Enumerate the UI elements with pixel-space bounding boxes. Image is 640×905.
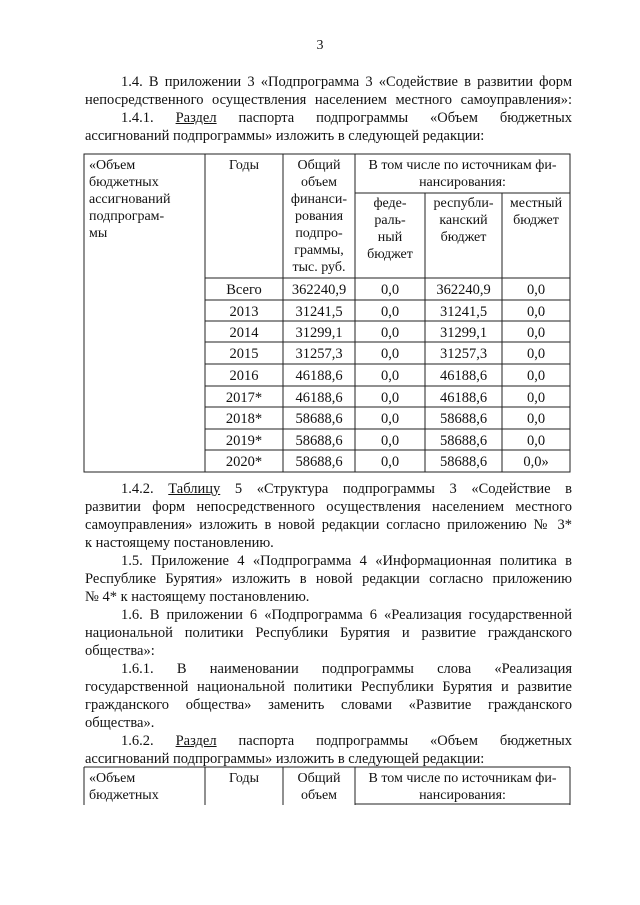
header-line: бюджет — [440, 230, 487, 245]
header-line: подпро- — [295, 226, 343, 241]
label-line: ассигнований — [89, 192, 171, 207]
cell-fed: 0,0 — [380, 411, 400, 427]
cell-year: 2015 — [229, 346, 259, 362]
label-line: подпрограм- — [89, 209, 165, 224]
cell-loc: 0,0 — [526, 368, 546, 384]
para-1-6-2-number: 1.6.2. — [121, 733, 154, 749]
cell-year: 2019* — [225, 432, 263, 449]
cell-year: 2017* — [225, 389, 263, 406]
label-line: «Объем — [89, 771, 136, 786]
para-1-4-1-line-2: ассигнований подпрограммы» изложить в следующей редакции: — [85, 128, 485, 144]
cell-year: 2013 — [229, 303, 259, 320]
cell-year: Всего — [226, 282, 262, 298]
cell-total: 31241,5 — [295, 303, 343, 320]
para-1-5-line-1: 1.5. Приложение 4 «Подпрограмма 4 «Информационная политика в — [121, 553, 572, 569]
para-1-5-line-3: № 4* к настоящему постановлению. — [85, 589, 310, 605]
table-2-header-total — [283, 770, 355, 804]
cell-year: 2014 — [229, 324, 259, 341]
cell-total: 58688,6 — [295, 432, 343, 449]
header-line: тыс. руб. — [292, 260, 346, 275]
table-2-header-sources — [355, 770, 570, 804]
cell-fed: 0,0 — [380, 346, 400, 362]
header-line: республи- — [433, 196, 494, 211]
cell-total: 46188,6 — [295, 368, 343, 384]
para-1-6-1-line-1: 1.6.1. В наименовании подпрограммы слова «Реализация — [121, 661, 572, 677]
cell-rep: 58688,6 — [439, 454, 488, 470]
cell-year: 2016 — [229, 368, 259, 384]
cell-total: 58688,6 — [295, 454, 343, 470]
label-line: мы — [89, 226, 108, 241]
cell-loc: 0,0 — [526, 389, 546, 406]
cell-rep: 31299,1 — [439, 324, 488, 341]
label-line: «Объем — [89, 158, 136, 173]
cell-fed: 0,0 — [380, 368, 400, 384]
cell-year: 2018* — [225, 411, 263, 427]
table-2-label — [89, 770, 201, 804]
cell-loc: 0,0 — [526, 324, 546, 341]
para-1-4-2-line-3: самоуправления» изложить в новой редакции согласно приложению № 3* — [85, 517, 572, 533]
para-1-6-2-line-2: ассигнований подпрограммы» изложить в следующей редакции: — [85, 751, 485, 767]
cell-fed: 0,0 — [380, 282, 400, 298]
header-line: объем — [300, 175, 338, 190]
table-link[interactable]: Таблицу — [168, 481, 221, 497]
cell-rep: 46188,6 — [439, 389, 488, 406]
cell-year: 2020* — [225, 454, 263, 470]
table-2-header-years: Годы — [229, 771, 259, 786]
para-1-4-2-text: 5 «Структура подпрограммы 3 «Содействие в — [234, 481, 572, 497]
header-years: Годы — [229, 158, 259, 173]
cell-loc: 0,0» — [523, 454, 549, 470]
header-line: нансирования: — [419, 175, 506, 190]
para-1-4-2-line-2: развитии форм непосредственного осуществления населением местного — [85, 499, 572, 515]
label-line: бюджетных — [89, 175, 159, 190]
cell-loc: 0,0 — [526, 303, 546, 320]
cell-total: 31257,3 — [295, 346, 343, 362]
section-link[interactable]: Раздел — [175, 110, 217, 126]
cell-loc: 0,0 — [526, 411, 546, 427]
header-line: В том числе по источникам фи- — [368, 158, 557, 173]
cell-total: 362240,9 — [291, 282, 347, 298]
para-1-4-1-number: 1.4.1. — [121, 110, 154, 126]
para-1-4-2-number: 1.4.2. — [121, 481, 154, 497]
cell-rep: 58688,6 — [439, 411, 488, 427]
header-line: Общий — [297, 771, 341, 786]
section-link-2[interactable]: Раздел — [175, 733, 217, 749]
para-1-6-2-text: паспорта подпрограммы «Объем бюджетных — [238, 733, 573, 749]
para-1-4-2-line-4: к настоящему постановлению. — [85, 535, 274, 551]
para-1-6-line-2: национальной политики Республики Бурятия и развитие гражданского — [85, 625, 572, 641]
para-1-6-line-3: общества»: — [85, 643, 155, 659]
para-1-6-1-line-4: общества». — [85, 715, 155, 731]
page-number: 3 — [316, 38, 324, 53]
cell-loc: 0,0 — [526, 432, 546, 449]
para-1-6-line-1: 1.6. В приложении 6 «Подпрограмма 6 «Реализация государственной — [121, 607, 572, 623]
header-line: граммы, — [294, 243, 344, 258]
cell-fed: 0,0 — [380, 389, 400, 406]
para-1-6-1-line-2: государственной национальной политики Республики Бурятия и развитие — [85, 679, 572, 695]
header-line: бюджет — [367, 247, 413, 262]
header-line: В том числе по источникам фи- — [368, 771, 557, 786]
cell-rep: 31257,3 — [439, 346, 488, 362]
header-line: ный — [377, 230, 403, 245]
para-1-4-line-2: непосредственного осуществления населением местного самоуправления»: — [85, 92, 572, 108]
para-1-5-line-2: Республике Бурятия» изложить в новой редакции согласно приложению — [85, 571, 572, 587]
cell-fed: 0,0 — [380, 432, 400, 449]
cell-loc: 0,0 — [526, 282, 546, 298]
cell-fed: 0,0 — [380, 324, 400, 341]
cell-fed: 0,0 — [380, 303, 400, 320]
header-line: местный — [509, 196, 563, 211]
header-line: финанси- — [290, 192, 348, 207]
header-line: раль- — [374, 213, 406, 228]
label-line: бюджетных — [89, 788, 159, 803]
header-line: рования — [294, 209, 344, 224]
cell-rep: 31241,5 — [439, 303, 488, 320]
header-line: нансирования: — [419, 788, 506, 803]
cell-total: 46188,6 — [295, 389, 343, 406]
cell-total: 58688,6 — [295, 411, 343, 427]
cell-fed: 0,0 — [380, 454, 400, 470]
cell-rep: 58688,6 — [439, 432, 488, 449]
para-1-4-line-1: 1.4. В приложении 3 «Подпрограмма 3 «Содействие в развитии форм — [121, 74, 572, 90]
para-1-4-1-text: паспорта подпрограммы «Объем бюджетных — [238, 110, 573, 126]
header-line: бюджет — [513, 213, 559, 228]
cell-rep: 362240,9 — [436, 282, 491, 298]
para-1-6-1-line-3: гражданского общества» заменить словами «Развитие гражданского — [85, 697, 572, 713]
header-line: феде- — [373, 196, 407, 211]
cell-total: 31299,1 — [295, 324, 343, 341]
header-line: канский — [439, 213, 488, 228]
header-line: Общий — [297, 158, 341, 173]
cell-loc: 0,0 — [526, 346, 546, 362]
cell-rep: 46188,6 — [439, 368, 488, 384]
header-line: объем — [300, 788, 338, 803]
